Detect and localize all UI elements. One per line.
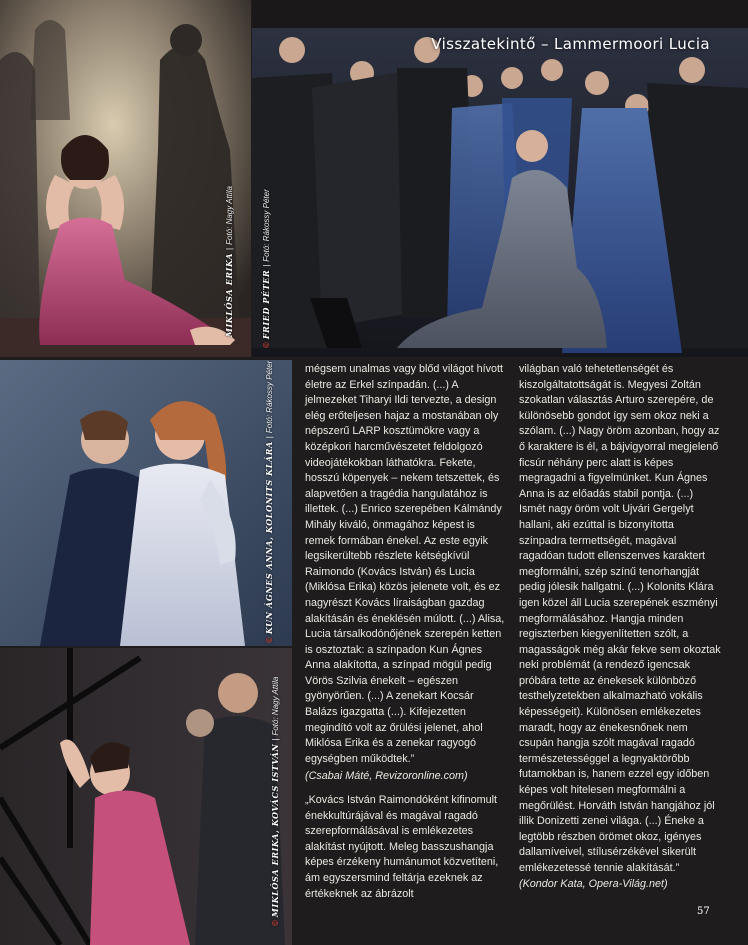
caption-name: FRIED PÉTER (261, 269, 271, 340)
caption-duo (264, 361, 274, 643)
header-band (252, 0, 748, 28)
caption-separator: | (262, 264, 271, 267)
caption-separator: | (271, 738, 280, 741)
article-column-2 (519, 362, 722, 900)
photo-lucia-kneeling (0, 0, 251, 357)
copyright-mark: © (265, 637, 274, 643)
article-paragraph: mégsem unalmas vagy blőd világot hívott életre az Erkel színpadán. (...) A jelmezeket Tiharyi Ildi tervezte, a design elég erőteljesen hajaz a mostanában oly népszerű LARP kosztümökre vagy a középkori harcművészetet feldolgozó videojátékokban láthatókra. Fekete, hosszú köpenyek – nekem tetszettek, és alapvetően a tragédia hangulatához is illettek. (...) Enrico szerepében Kálmándy Mihály kiváló, önmagához képest is remek formában énekel. Az este egyik legsikerültebb részlete kétségkívül Raimondo (Kovács István) és Lucia (Miklósa Erika) közös jelenete volt, és ez nagyrészt Kovács líraiságban gazdag alakításán és éneklésén múlott. (...) Alisa, Lucia társalkodónőjének szerepén ketten is osztoztak: a színpadon Kun Ágnes Anna alakította, a színpad mögül pedig Vörös Szilvia énekelt – egészen gyönyörűen. (...) A zenekart Kocsár Balázs igazgatta (...). Kifejezetten megindító volt az őrülési jelenet, ahol Miklósa Erika és a zenekar ragyogó egységben működtek.” (305, 363, 505, 765)
article-paragraph: világban való tehetetlenségét és kiszolgáltatottságát is. Megyesi Zoltán szokatlan választás Arturo szerepére, de különösebb gondot így sem okoz neki a szólam. (...) Nagy öröm azonban, hogy az ő karaktere is él, a bájvigyorral megjelenő ficsúr néhány perc alatt is képes megragadni a figyelmünket. Kun Ágnes Anna is az előadás stabil pontja. (...) Ismét nagy öröm volt Ujvári Gergelyt hallani, aki ezúttal is bizonyította színpadra termettségét, magával ragadóan tudott ellenszenves karaktert megformálni, szép színű tenorhangját pedig jólesik hallgatni. (...) Kolonits Klára igen közel áll Lucia szerepének eszményi megformálásához. Hangja minden regiszterben kiegyenlítetten szólt, a magasságok még akár fekve sem okoztak neki problémát (a rendező igencsak próbára tette az énekesek különböző testhelyzetekben alkalmazható vokális képességeit). Különösen emlékezetes maradt, hogy az énekesnőnek nem csupán hangja szólt magával ragadó természetességgel a legnyaktörőbb futamokban is, hanem ezzel egy időben képes volt hitelesen megformálni a megőrülést. Horváth István hangjához jól illik Donizetti zenei világa. (...) Éneke a legtöbb részben örömet okoz, igényes dallamíveivel, stílusérzékével sikerült emlékezetessé tennie alakítását.” (519, 363, 721, 874)
article-column-1 (305, 362, 505, 910)
caption-credit: Fotó: Rákossy Péter (265, 360, 274, 434)
caption-credit: Fotó: Rákossy Péter (262, 189, 271, 262)
caption-name: MIKLÓSA ERIKA (224, 252, 234, 337)
photo-stairs-scene (0, 648, 292, 945)
caption-name: KUN ÁGNES ANNA, KOLONITS KLÁRA (264, 441, 274, 635)
photo-chorus-scene (252, 28, 748, 357)
page-number: 57 (697, 906, 710, 917)
caption-credit: Fotó: Nagy Attila (225, 186, 234, 245)
article-paragraph: „Kovács István Raimondóként kifinomult énekkultúrájával és magával ragadó szerepformálásával is emlékezetes alakítást nyújtott. Meleg basszushangja képes érzékeny humánumot közvetíteni, ám egyszersmind feltárja ezeknek az értékeknek az ábrázolt (305, 794, 499, 900)
article-source: (Kondor Kata, Opera-Világ.net) (519, 877, 668, 890)
section-title: Visszatekintő – Lammermoori Lucia (431, 35, 710, 53)
caption-separator: | (265, 436, 274, 439)
caption-credit: Fotó: Nagy Attila (271, 676, 280, 736)
caption-stairs (270, 677, 280, 926)
photo-duo-scene (0, 360, 292, 646)
caption-separator: | (225, 247, 234, 250)
caption-name: MIKLÓSA ERIKA, KOVÁCS ISTVÁN (270, 743, 280, 918)
article-source: (Csabai Máté, Revizoronline.com) (305, 770, 468, 783)
caption-lucia-solo (224, 186, 234, 337)
copyright-mark: © (271, 920, 280, 926)
copyright-mark: © (262, 342, 271, 348)
caption-chorus (261, 189, 271, 348)
